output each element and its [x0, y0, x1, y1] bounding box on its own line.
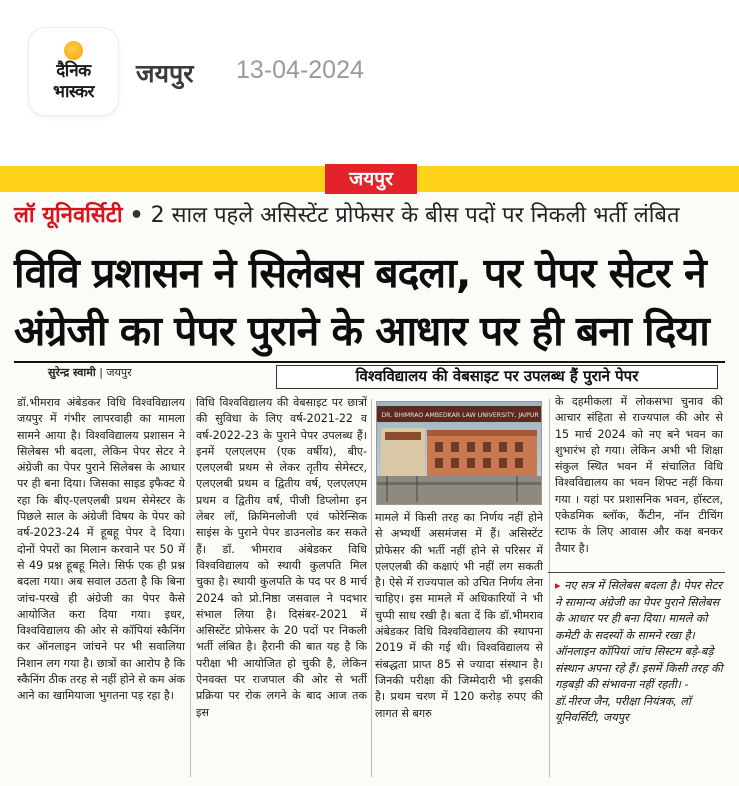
byline-place: | जयपुर — [99, 366, 132, 379]
logo-line-1: दैनिक — [56, 61, 91, 81]
byline — [48, 365, 132, 380]
university-building-image — [377, 402, 542, 505]
kicker-text: 2 साल पहले असिस्टेंट प्रोफेसर के बीस पदों पर निकली भर्ती लंबित — [150, 203, 680, 228]
column-divider — [549, 399, 550, 777]
newspaper-clipping — [0, 166, 739, 786]
headline-line-2: अंग्रेजी का पेपर पुराने के आधार पर ही बना दिया — [14, 307, 709, 355]
column-divider — [190, 399, 191, 777]
column-2-text: विधि विश्वविद्यालय की वेबसाइट पर छात्रों की सुविधा के लिए वर्ष-2021-22 व वर्ष-2022-23 के पुराने पेपर उपलब्ध हैं। इनमें एलएलएम (एक वर्षीय), बीए-एलएलबी प्रथम से लेकर तृतीय सेमेस्टर, एलएलबी प्रथम व द्वितीय वर्ष, एलएलएम प्रथम व द्वितीय वर्ष, पीजी डिप्लोमा इन लेबर लॉ, क्रिमिनलोजी एवं फोरेन्सिक साइंस के पुराने पेपर डाउनलोड कर सकते हैं। डॉ. भीमराव अंबेडकर विधि विश्वविद्यालय को स्थायी कुलपति मिल चुका है। स्थायी कुलपति के पद पर 8 मार्च 2024 को प्रो.निष्ठा जसवाल ने पदभार संभाल लिया है। दिसंबर-2021 में असिस्टेंट प्रोफेसर के 20 पदों पर निकली भर्ती लंबित है। हैरानी की बात यह है कि परीक्षा भी आयोजित हो चुकी है, लेकिन ऐनवक्त पर राजपाल की ओर से भर्ती प्रक्रिया पर रोक लगने के बाद आज तक इस — [196, 396, 367, 719]
article-column-4 — [555, 394, 723, 560]
quote-box — [555, 578, 723, 776]
article-column-1 — [17, 395, 185, 780]
edition-tag: जयपुर — [325, 164, 417, 194]
kicker-bullet: • — [129, 203, 144, 228]
kicker-tag: लॉ यूनिवर्सिटी — [14, 203, 123, 228]
edition-city: जयपुर — [136, 59, 194, 88]
quote-bullet-icon: ▸ — [555, 579, 561, 592]
article-column-3 — [375, 510, 543, 780]
dainik-bhaskar-logo[interactable] — [29, 28, 118, 115]
byline-name: सुरेन्द्र स्वामी — [48, 366, 96, 379]
quote-box-rule — [548, 572, 725, 573]
subheadline: विश्वविद्यालय की वेबसाइट पर उपलब्ध हैं पुराने पेपर — [276, 365, 718, 389]
quote-text: नए सत्र में सिलेबस बदला है। पेपर सेटर ने सामान्य अंग्रेजी का पेपर पुराने सिलेबस के आधार पर ही बना दिया। मामले को कमेटी के सदस्यों के सामने रखा है। ऑनलाइन कॉपियां जांच सिस्टम बड़े-बड़े संस्थान अपना रहे हैं। इसमें किसी तरह की गड़बड़ी की संभावना नहीं रहती। - डॉ.नीरज जैन, परीक्षा नियंत्रक, लॉ यूनिवर्सिटी, जयपुर — [555, 579, 723, 724]
column-4-text: के दहमीकला में लोकसभा चुनाव की आचार संहिता से राज्यपाल की ओर से 15 मार्च 2024 को नए बने भवन का शुभारंभ हो गया। लेकिन अभी भी शिक्षा संकुल स्थित भवन में संचालित विधि विश्वविद्यालय का भवन शिफ्ट नहीं किया गया । यहां पर प्रशासनिक भवन, हॉस्टल, एकेडमिक ब्लॉक, कैंटीन, नॉन टीचिंग स्टाफ के लिए आवास और कक्ष बनकर तैयार है। — [555, 395, 723, 555]
article-column-2 — [196, 395, 367, 780]
kicker — [14, 202, 729, 230]
edition-date: 13-04-2024 — [236, 56, 364, 84]
column-1-text: डॉ.भीमराव अंबेडकर विधि विश्वविद्यालय जयपुर में गंभीर लापरवाही का मामला सामने आया है। विश्वविद्यालय प्रशासन ने सिलेबस भी बदला, लेकिन पेपर सेटर ने अंग्रेजी का पेपर पुराने सिलेबस के आधार पर ही बना दिया। जिसका साइड इफैक्ट ये रहा कि बीए-एलएलबी प्रथम सेमेस्टर के पिछले साल के अंग्रेजी विषय के पेपर को वर्ष-2023-24 में हूबहू पेपर दे दिया। दोनों पेपरों का मिलान करवाने पर 50 में से 49 प्रश्न हूबहू मिले। सिर्फ एक ही प्रश्न बदला गया। अब सवाल उठता है कि बिना जांच-परखे ही अंग्रेजी का पेपर कैसे आयोजित करा दिया गया। इधर, विश्वविद्यालय की ओर से कॉपियां स्कैनिंग कर ऑनलाइन जांचने पर भी सवालिया निशान लग गया है। छात्रों का आरोप है कि स्कैनिंग ठीक तरह से नहीं होने से कम अंक आने का खामियाजा भुगतना पड़ रहा है। — [17, 396, 185, 703]
headline-line-1: विवि प्रशासन ने सिलेबस बदला, पर पेपर सेटर ने — [14, 249, 706, 297]
headline-rule — [14, 361, 725, 363]
photo-sign-text: DR. BHIMRAO AMBEDKAR LAW UNIVERSITY, JAIPUR — [381, 412, 539, 419]
column-divider — [371, 399, 372, 777]
app-header — [0, 0, 739, 166]
column-3-text: मामले में किसी तरह का निर्णय नहीं होने से अभ्यर्थी असमंजस में हैं। असिस्टेंट प्रोफेसर की भर्ती नहीं होने से परिसर में एलएलबी की कक्षाएं भी नहीं लग सकती है। ऐसे में राज्यपाल को उचित निर्णय लेना चाहिए। इस मामले में अधिकारियों ने भी चुप्पी साध रखी है। बता दें कि डॉ.भीमराव अंबेडकर विधि विश्वविद्यालय की स्थापना 2019 में की गई थी। विश्वविद्यालय से संबद्धता प्राप्त 85 से ज्यादा संस्थान है। जिनकी परीक्षा की जिम्मेदारी भी इसकी है। प्रथम चरण में 120 करोड़ रुपए की लागत से बगरु — [375, 511, 543, 720]
university-photo — [376, 401, 542, 505]
logo-line-2: भास्कर — [53, 82, 94, 102]
